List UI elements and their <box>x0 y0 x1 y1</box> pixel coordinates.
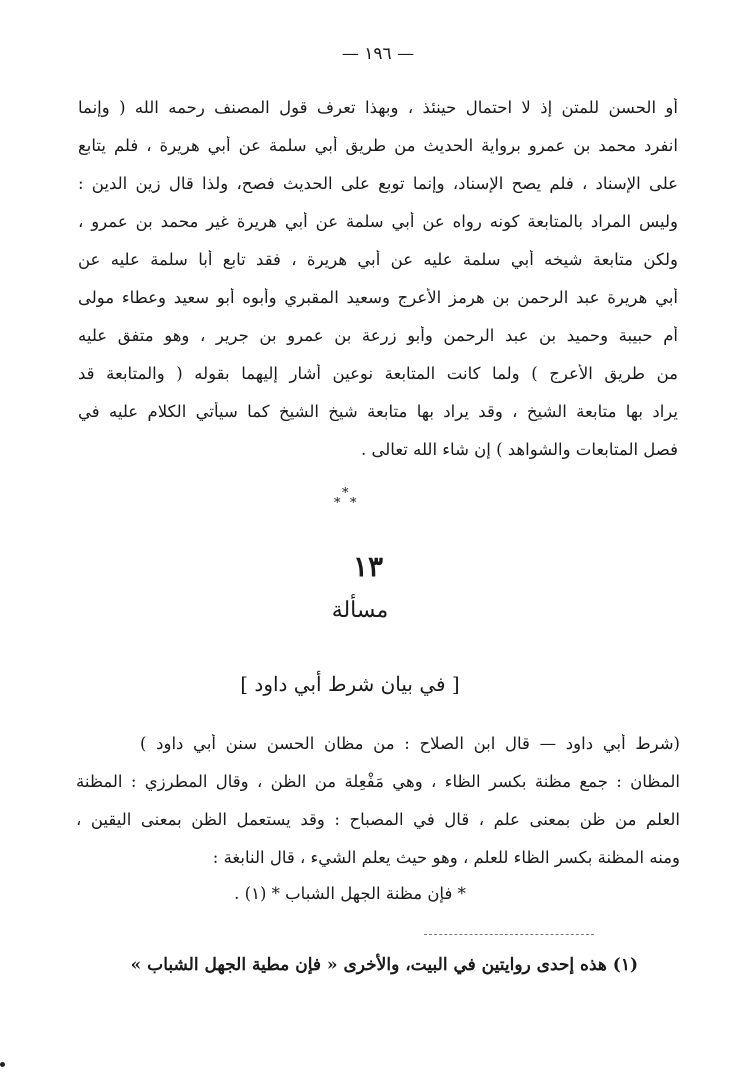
text-line: ولكن متابعة شيخه أبي سلمة عليه عن أبي هريرة ، فقد تابع أبا سلمة عليه عن <box>78 250 678 269</box>
section-title: مسألة <box>331 598 389 623</box>
poem-line: * فإن مظنة الجهل الشباب * (١) . <box>234 884 466 903</box>
footnote: (١) هذه إحدى روايتين في البيت، والأخرى « فإن مطية الجهل الشباب » <box>130 955 638 975</box>
text-line: يراد بها متابعة الشيخ ، وقد يراد بها متابعة شيخ الشيخ كما سيأتي الكلام عليه في <box>78 402 678 421</box>
text-line: أم حبيبة وحميد بن عبد الرحمن وأبو زرعة بن عمرو بن جرير ، وهو متفق عليه <box>78 326 678 345</box>
text-line: فصل المتابعات والشواهد ) إن شاء الله تعالى . <box>361 440 678 459</box>
text-line: العلم من ظن بمعنى علم ، قال في المصباح : وقد يستعمل الظن بمعنى اليقين ، <box>76 810 680 829</box>
text-line: أبي هريرة عبد الرحمن بن هرمز الأعرج وسعيد المقبري وأبوه أبو سعيد وعطاء مولى <box>78 288 678 307</box>
text-line: ومنه المظنة بكسر الظاء للعلم ، وهو حيث يعلم الشيء ، قال النابغة : <box>212 848 680 867</box>
text-line: المظان : جمع مظنة بكسر الظاء ، وهي مَفْعِلة من الظن ، وقال المطرزي : المظنة <box>76 772 680 791</box>
text-line: من طريق الأعرج ) ولما كانت المتابعة نوعين أشار إليهما بقوله ( والمتابعة قد <box>78 364 678 383</box>
paragraph-main <box>78 98 678 478</box>
text-line: على الإسناد ، فلم يصح الإسناد، وإنما توبع على الحديث فصح، ولذا قال زين الدين : <box>78 174 678 193</box>
text-line: انفرد محمد بن عمرو برواية الحديث من طريق أبي سلمة عن أبي هريرة ، فلم يتابع <box>78 136 678 155</box>
page-number: — ١٩٦ — <box>341 44 415 64</box>
subsection-title: [ في بيان شرط أبي داود ] <box>240 672 460 696</box>
paragraph-definition <box>76 734 680 884</box>
separator-stars: * * * <box>334 486 357 511</box>
text-line: (شرط أبي داود — قال ابن الصلاح : من مظان الحسن سنن أبي داود ) <box>140 734 680 753</box>
footnote-divider <box>424 934 594 935</box>
text-line: أو الحسن للمتن إذ لا احتمال حينئذ ، وبهذا تعرف قول المصنف رحمه الله ( وإنما <box>78 98 678 117</box>
section-number: ١٣ <box>352 550 384 583</box>
page-mark <box>0 1062 5 1067</box>
text-line: وليس المراد بالمتابعة كونه رواه عن أبي سلمة عن أبي هريرة غير محمد بن عمرو ، <box>78 212 678 231</box>
